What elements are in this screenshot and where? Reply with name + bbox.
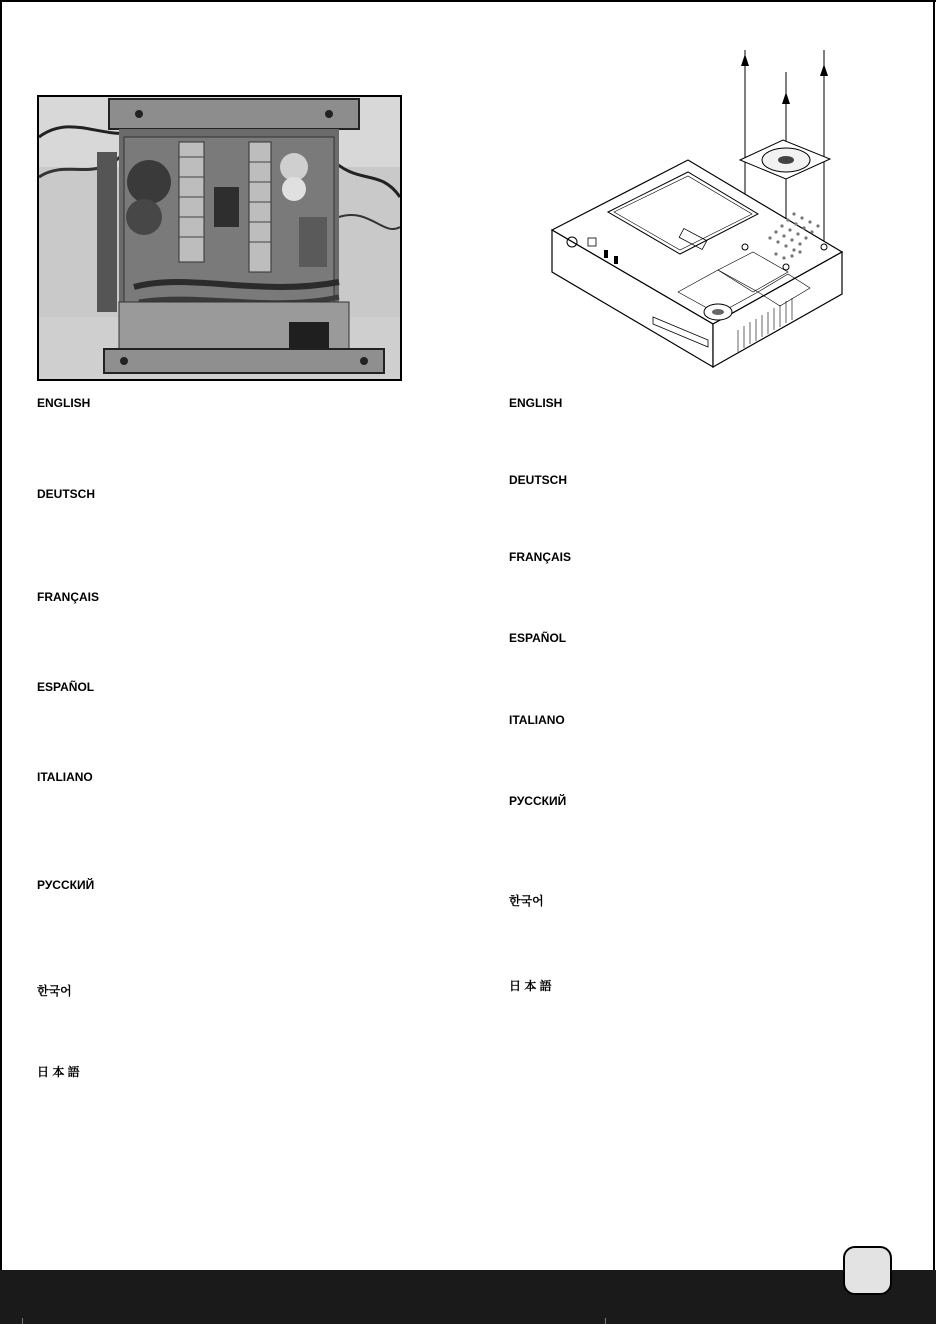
lang-label-russian: РУССКИЙ [37, 878, 95, 892]
case-fan-removal-illustration [548, 42, 848, 372]
dusty-psu-photo [37, 95, 402, 381]
lang-label-japanese: 日 本 語 [509, 979, 552, 993]
crop-mark [605, 1318, 606, 1324]
lang-label-francais: FRANÇAIS [37, 590, 99, 604]
lang-label-espanol: ESPAÑOL [509, 631, 567, 645]
lang-label-english: ENGLISH [509, 396, 563, 410]
page-border-left [0, 0, 2, 1270]
lang-label-deutsch: DEUTSCH [37, 487, 96, 501]
lang-label-francais: FRANÇAIS [509, 550, 571, 564]
lang-label-russian: РУССКИЙ [509, 794, 567, 808]
page-number-badge [843, 1246, 892, 1295]
page-border-top [0, 0, 936, 2]
lang-label-italiano: ITALIANO [509, 713, 565, 727]
lang-label-espanol: ESPAÑOL [37, 680, 95, 694]
lang-label-japanese: 日 本 語 [37, 1065, 80, 1079]
lang-label-english: ENGLISH [37, 396, 91, 410]
lang-label-korean: 한국어 [37, 984, 72, 998]
arrow-up-icon [820, 50, 828, 247]
lang-label-deutsch: DEUTSCH [509, 473, 568, 487]
page-border-right [933, 0, 935, 1270]
lang-label-italiano: ITALIANO [37, 770, 93, 784]
footer-bar [0, 1270, 936, 1324]
lang-label-korean: 한국어 [509, 894, 544, 908]
crop-mark [22, 1318, 23, 1324]
